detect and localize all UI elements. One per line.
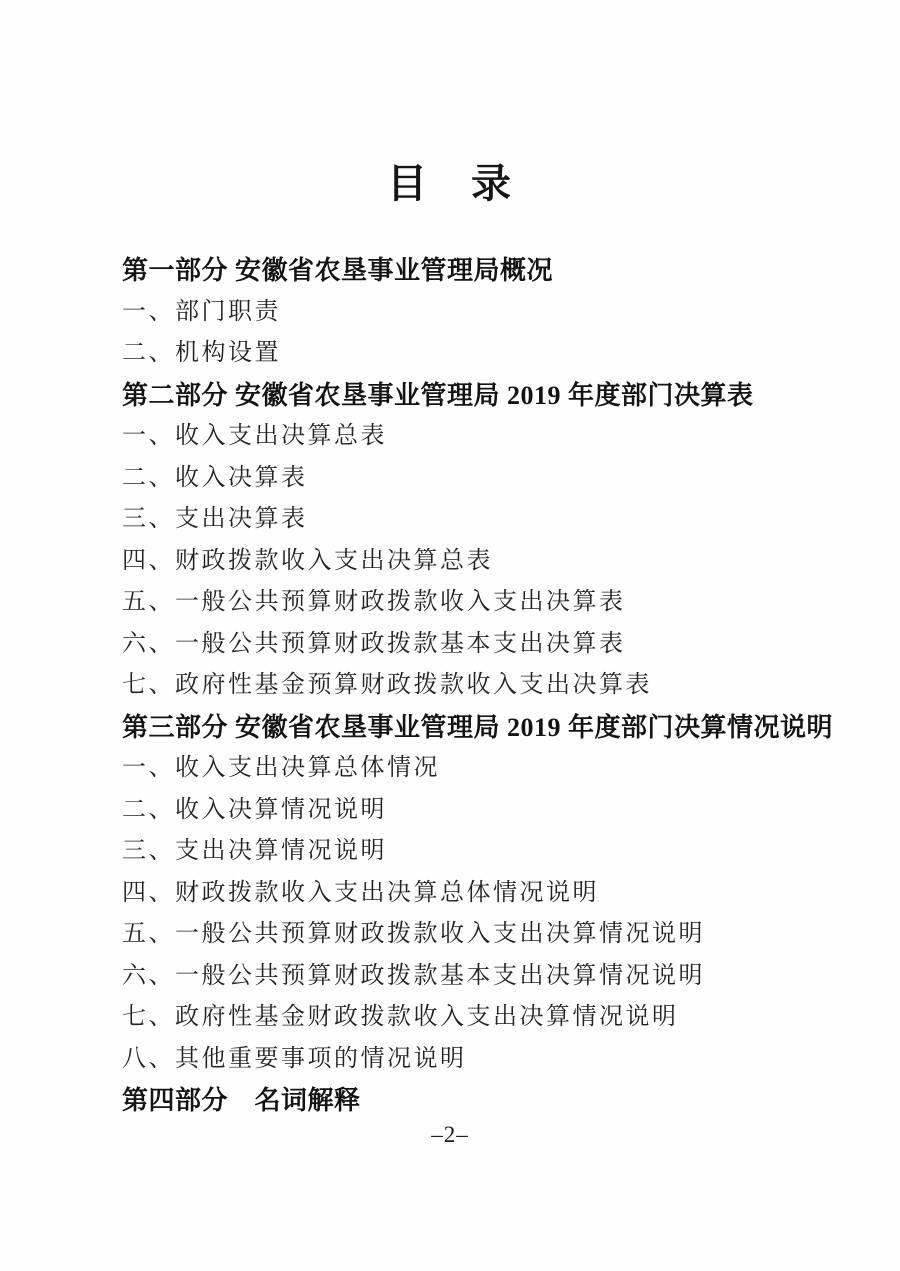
toc-entry-text: 第一部分 安徽省农垦事业管理局概况 xyxy=(122,256,554,285)
toc-section-heading xyxy=(122,707,834,749)
toc-entry-text: 七、政府性基金财政拨款收入支出决算情况说明 xyxy=(122,1004,679,1030)
toc-item xyxy=(122,831,812,873)
toc-entry-text: 一、收入支出决算总表 xyxy=(122,423,387,449)
page-number: –2– xyxy=(431,1122,469,1147)
toc-entry-text: 第四部分 名词解释 xyxy=(122,1086,361,1115)
toc-entry-text: 二、机构设置 xyxy=(122,340,281,366)
toc-entry-text: 五、一般公共预算财政拨款收入支出决算表 xyxy=(122,589,626,615)
toc-entry-text: 三、支出决算情况说明 xyxy=(122,838,387,864)
toc-item xyxy=(122,292,812,334)
toc-item xyxy=(122,790,812,832)
toc-entry-text: 三、支出决算表 xyxy=(122,506,308,532)
toc-entry-text: 四、财政拨款收入支出决算总表 xyxy=(122,547,493,574)
toc-item xyxy=(122,624,812,666)
toc-entry-text: 第三部分 安徽省农垦事业管理局 2019 年度部门决算情况说明 xyxy=(122,712,834,742)
toc-item xyxy=(122,914,812,956)
toc-entry-text: 八、其他重要事项的情况说明 xyxy=(122,1045,467,1072)
toc-item xyxy=(122,333,812,375)
toc-item xyxy=(122,499,812,541)
toc-item xyxy=(122,748,812,790)
toc-item xyxy=(122,665,812,707)
toc-section-heading xyxy=(122,1080,812,1122)
toc-item xyxy=(122,1039,812,1081)
toc-entry-text: 七、政府性基金预算财政拨款收入支出决算表 xyxy=(122,672,652,698)
toc-entry-text: 五、一般公共预算财政拨款收入支出决算情况说明 xyxy=(122,921,705,947)
toc-section-heading xyxy=(122,250,812,292)
toc-item xyxy=(122,997,812,1039)
toc-entry-text: 六、一般公共预算财政拨款基本支出决算情况说明 xyxy=(122,962,705,989)
toc-entry-text: 四、财政拨款收入支出决算总体情况说明 xyxy=(122,879,599,906)
table-of-contents xyxy=(122,250,834,1122)
page-title: 目 录 xyxy=(387,161,513,206)
toc-entry-text: 一、部门职责 xyxy=(122,298,281,325)
toc-section-heading xyxy=(122,375,812,417)
toc-item xyxy=(122,956,812,998)
toc-item xyxy=(122,582,812,624)
toc-item xyxy=(122,458,812,500)
toc-item xyxy=(122,416,812,458)
toc-item xyxy=(122,541,812,583)
toc-entry-text: 二、收入决算表 xyxy=(122,464,308,491)
toc-entry-text: 六、一般公共预算财政拨款基本支出决算表 xyxy=(122,630,626,657)
toc-entry-text: 第二部分 安徽省农垦事业管理局 2019 年度部门决算表 xyxy=(122,380,754,410)
toc-entry-text: 二、收入决算情况说明 xyxy=(122,796,387,823)
toc-entry-text: 一、收入支出决算总体情况 xyxy=(122,755,440,781)
toc-item xyxy=(122,873,812,915)
